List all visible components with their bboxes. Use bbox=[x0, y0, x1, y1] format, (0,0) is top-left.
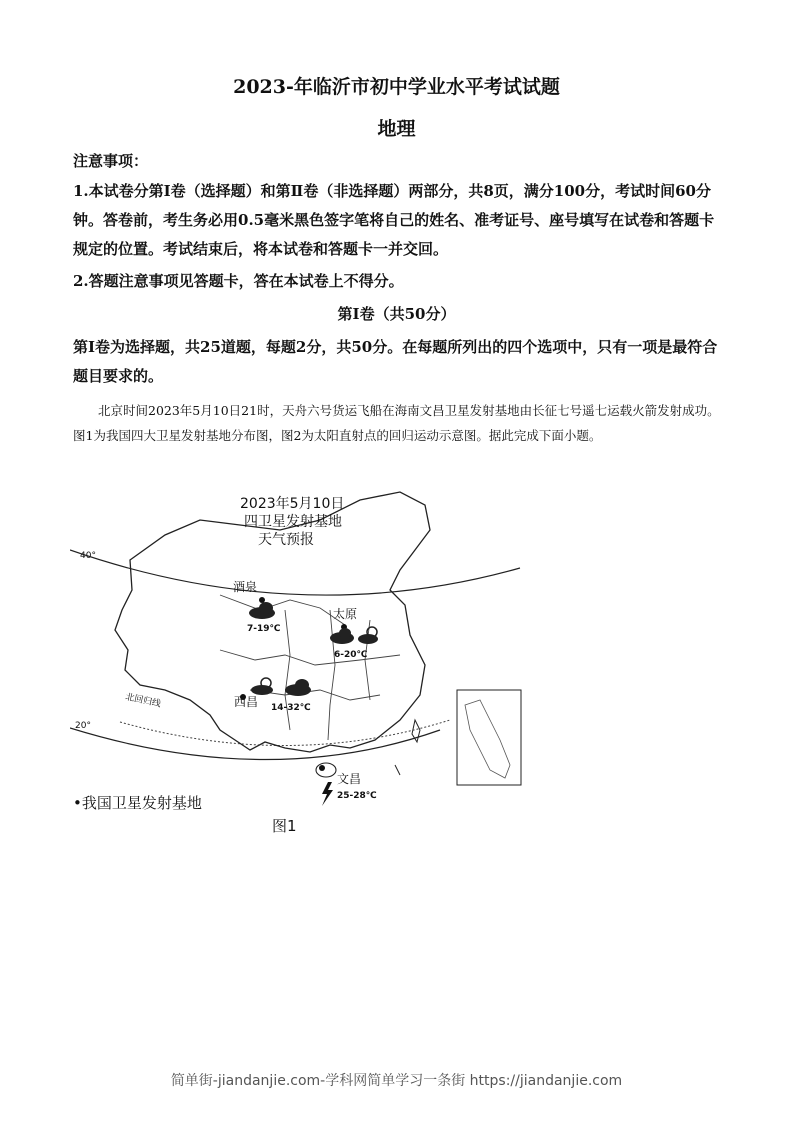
section-instruction: 第Ⅰ卷为选择题，共25道题，每题2分，共50分。在每题所列出的四个选项中，只有一项是最符合题目要求的。 bbox=[73, 338, 718, 385]
city-temp-jiuquan: 7-19℃ bbox=[247, 624, 281, 634]
site-dot-jiuquan bbox=[259, 597, 265, 603]
tropic-of-cancer-label: 北回归线 bbox=[124, 692, 162, 710]
map-title-line-1: 2023年5月10日 bbox=[240, 496, 345, 512]
notice-item-2: 2.答题注意事项见答题卡，答在本试卷上不得分。 bbox=[73, 272, 404, 290]
sunny-cloudy-icon bbox=[358, 627, 378, 644]
legend-dot-icon: • bbox=[73, 794, 82, 812]
exam-title: 2023-年临沂市初中学业水平考试试题 bbox=[233, 76, 560, 98]
sunny-cloudy-icon bbox=[251, 678, 273, 695]
question-passage: 北京时间2023年5月10日21时，天舟六号货运飞船在海南文昌卫星发射基地由长征七号遥七运载火箭发射成功。图1为我国四大卫星发射基地分布图，图2为太阳直射点的回归运动示意图。据此完成下面小题。 bbox=[73, 403, 720, 443]
city-name-jiuquan: 酒泉 bbox=[233, 580, 258, 594]
map-legend bbox=[73, 792, 202, 813]
exam-subject: 地理 bbox=[377, 118, 416, 140]
page-footer: 简单街-jiandanjie.com-学科网简单学习一条街 https://jiandanjie.com bbox=[170, 1073, 623, 1089]
city-name-xichang: 西昌 bbox=[234, 695, 259, 709]
figure-caption: 图1 bbox=[272, 817, 297, 835]
city-temp-wenchang: 25-28℃ bbox=[337, 791, 377, 801]
launch-sites-map bbox=[70, 490, 530, 840]
latitude-40-label: 40° bbox=[80, 551, 96, 561]
notice-item-1: 1.本试卷分第Ⅰ卷（选择题）和第Ⅱ卷（非选择题）两部分，共8页，满分100分，考试时间60分钟。答卷前，考生务必用0.5毫米黑色签字笔将自己的姓名、准考证号、座号填写在试卷和答题卡规定的位置。考试结束后，将本试卷和答题卡一并交回。 bbox=[73, 182, 715, 258]
notice-heading: 注意事项： bbox=[73, 152, 149, 170]
section-title: 第Ⅰ卷（共50分） bbox=[337, 305, 456, 323]
thunderstorm-icon bbox=[322, 782, 333, 806]
city-name-wenchang: 文昌 bbox=[337, 772, 362, 786]
cloudy-icon bbox=[330, 628, 354, 644]
map-title-line-2: 四卫星发射基地 bbox=[244, 514, 342, 530]
city-name-taiyuan: 太原 bbox=[333, 607, 358, 621]
map-title-line-3: 天气预报 bbox=[258, 532, 314, 548]
cloudy-icon bbox=[249, 602, 275, 619]
legend-label: 我国卫星发射基地 bbox=[81, 794, 202, 812]
cloudy-icon bbox=[285, 679, 311, 696]
latitude-20-label: 20° bbox=[75, 721, 91, 731]
city-temp-xichang: 14-32℃ bbox=[271, 703, 311, 713]
site-dot-wenchang bbox=[319, 765, 325, 771]
city-temp-taiyuan: 6-20℃ bbox=[334, 650, 368, 660]
